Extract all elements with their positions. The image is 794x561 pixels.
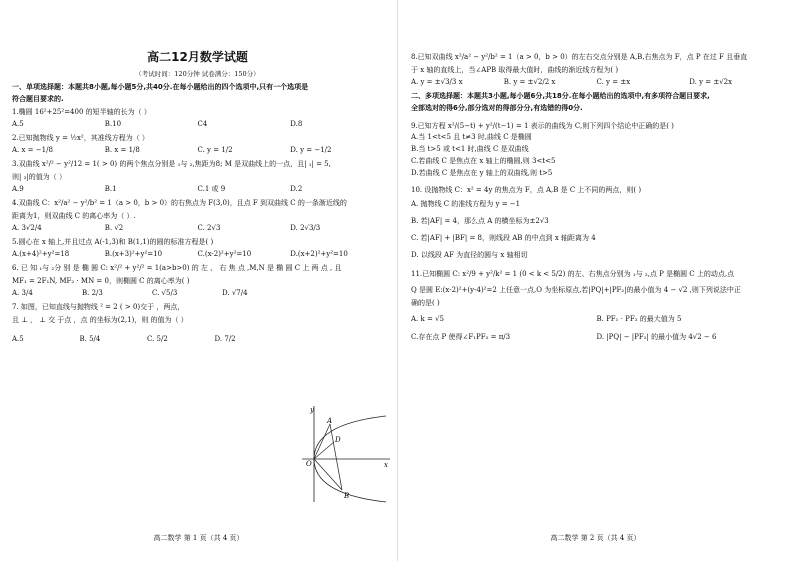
question-7-options xyxy=(12,334,282,344)
option-b: B.1 xyxy=(104,185,117,193)
section1-heading: 一、单项选择题：本题共8小题,每小题5分,共40分.在每小题给出的四个选项中,只有一个选项是 xyxy=(12,83,309,91)
right-page xyxy=(397,0,794,561)
option-c: C. y = ±x xyxy=(596,78,631,86)
question-7-cont: 且 ⊥ ， ⊥ 交 于点 ，点 的坐标为(2,1)，则 的值为（ ） xyxy=(12,316,188,324)
option-d: D.8 xyxy=(290,120,303,128)
option-a: A. k = √5 xyxy=(411,315,444,323)
question-3-cont: 则| ₂|的值为（ ） xyxy=(12,173,66,181)
question-8-options xyxy=(411,77,782,87)
question-2-options xyxy=(12,145,383,155)
segment-AB xyxy=(330,424,342,490)
question-9-option-c: C.若曲线 C 是焦点在 x 轴上的椭圆,则 3<t<5 xyxy=(411,157,556,165)
question-10-option-d: D. 以线段 AF 为直径的圆与 x 轴相切 xyxy=(411,251,528,259)
option-c: C. √5/3 xyxy=(152,289,178,297)
question-9-option-d: D.若曲线 C 是焦点在 y 轴上的双曲线,则 t>5 xyxy=(411,169,553,177)
question-11: 11.已知椭圆 C: x²/9 + y²/k² = 1 (0 < k < 5/2) 的左、右焦点分别为 ₁与 ₂,点 P 是椭圆 C 上的动点,点 xyxy=(411,270,735,278)
page-footer: 高二数学 第 1 页（共 4 页） xyxy=(153,534,244,542)
question-9-option-b: B.当 t>5 或 t<1 时,曲线 C 是双曲线 xyxy=(411,145,529,153)
question-11-cont: Q 是圆 E:(x-2)²+(y-4)²=2 上任意一点,O 为坐标原点,若|PQ|+|PF₂|的最小值为 4 − √2 ,则下列说法中正 xyxy=(411,286,741,294)
question-3: 3.双曲线 x²/² − y²/12 = 1( > 0) 的两个焦点分别是 ₁与 ₂,焦距为8; M 是双曲线上的一点，且| ₁| = 5, xyxy=(12,160,331,168)
exam-title: 高二12月数学试题 xyxy=(147,50,248,64)
option-b: B. y = ±√2/2 x xyxy=(503,78,556,86)
question-5-options xyxy=(12,249,383,259)
label-A: A xyxy=(327,417,333,425)
option-c: C4 xyxy=(197,120,208,128)
question-9: 9.已知方程 x²/(5−t) + y²/(t−1) = 1 表示的曲线为 C,则下列四个结论中正确的是( ) xyxy=(411,122,674,130)
label-D: D xyxy=(335,436,341,444)
option-c: C. y = 1/2 xyxy=(197,146,233,154)
option-b: B. 2/3 xyxy=(82,289,103,297)
segment-OA xyxy=(314,424,330,459)
section1-heading-cont: 符合题目要求的. xyxy=(12,95,64,103)
question-2: 2.已知抛物线 y = ½x²，其准线方程为（ ） xyxy=(12,134,149,142)
option-b: B.(x+3)²+y²=10 xyxy=(104,250,163,258)
option-a: A.5 xyxy=(12,120,24,128)
option-c: C. 2√3 xyxy=(197,224,221,232)
question-9-option-a: A.当 1<t<5 且 t≠3 时,曲线 C 是椭圆 xyxy=(411,133,532,141)
question-4-options xyxy=(12,223,383,233)
option-a: A.5 xyxy=(12,335,24,343)
option-d: D. 2√3/3 xyxy=(290,224,321,232)
option-b: B. √2 xyxy=(104,224,124,232)
option-d: D. |PQ| − |PF₂| 的最小值为 4√2 − 6 xyxy=(596,333,717,341)
option-b: B. 5/4 xyxy=(79,335,101,343)
question-10-option-c: C. 若|AF| + |BF| = 8，则线段 AB 的中点到 x 轴距离为 4 xyxy=(411,234,596,242)
question-7: 7. 如图，已知直线与抛物线 ² = 2 ( > 0)交于 ，两点， xyxy=(12,303,185,311)
option-b: B. PF₁ · PF₂ 的最大值为 5 xyxy=(596,315,682,323)
page-footer: 高二数学 第 2 页（共 4 页） xyxy=(550,534,641,542)
question-11-cont2: 确的是( ) xyxy=(411,299,440,307)
option-d: D.(x+2)²+y²=10 xyxy=(290,250,348,258)
option-a: A. y = ±√3/3 x xyxy=(411,78,463,86)
question-6-cont: MF₁ = 2F₁N, MF₂ · MN = 0，则椭圆 C 的离心率为( ) xyxy=(12,277,190,285)
option-d: D. y = ±√2x xyxy=(689,78,733,86)
option-b: B. x = 1/8 xyxy=(104,146,140,154)
option-c: C.(x-2)²+y²=10 xyxy=(197,250,252,258)
option-c: C.1 或 9 xyxy=(197,185,226,193)
question-11-options-cd xyxy=(411,332,782,342)
question-1-options xyxy=(12,119,383,129)
question-3-options xyxy=(12,184,383,194)
option-a: A.(x+4)²+y²=18 xyxy=(12,250,70,258)
question-4: 4.双曲线 C：x²/a² − y²/b² = 1（a > 0，b > 0）的右焦点为 F(3,0)，且点 F 到双曲线 C 的一条渐近线的 xyxy=(12,199,347,207)
question-6-options xyxy=(12,288,292,298)
label-x: x xyxy=(384,461,388,469)
question-4-cont: 距离为1，则双曲线 C 的离心率为（ ）. xyxy=(12,212,136,220)
question-10-option-a: A. 抛物线 C 的准线方程为 y = −1 xyxy=(411,200,521,208)
option-a: A. 3√2/4 xyxy=(12,224,42,232)
option-d: D. y = −1/2 xyxy=(290,146,332,154)
option-c: C.存在点 P 使得∠F₁PF₂ = π/3 xyxy=(411,333,511,341)
section2-heading: 二、多项选择题：本题共3小题,每小题6分,共18分.在每小题给出的选项中,有多项符合题目要求, xyxy=(411,92,710,100)
exam-subtitle: （考试时间：120分钟 试卷满分：150分） xyxy=(135,70,260,78)
section2-heading-cont: 全部选对的得6分,部分选对的得部分分,有选错的得0分. xyxy=(411,104,583,112)
option-a: A.9 xyxy=(12,185,24,193)
option-a: A. 3/4 xyxy=(12,289,33,297)
question-10-option-b: B. 若|AF| = 4，那么点 A 的横坐标为±2√3 xyxy=(411,217,549,225)
option-b: B.10 xyxy=(104,120,122,128)
question-6: 6. 已 知 ₁与 ₂分 别 是 椭 圆 C: x²/² + y²/² = 1(a>b>0) 的 左 、 右 焦 点 ,M,N 是 椭 圆 C 上 两 点 , 且 xyxy=(12,264,342,272)
option-d: D. √7/4 xyxy=(222,289,248,297)
option-a: A. x = −1/8 xyxy=(12,146,53,154)
option-d: D.2 xyxy=(290,185,303,193)
question-8: 8.已知双曲线 x²/a² − y²/b² = 1（a > 0，b > 0）的左右交点分别是 A,B,右焦点为 F，点 P 在过 F 且垂直 xyxy=(411,53,748,61)
label-O: O xyxy=(306,460,312,468)
question-1: 1.椭圆 16²+25²=400 的短半轴的长为（ ） xyxy=(12,108,151,116)
segment-OD xyxy=(314,442,334,459)
question-11-options-ab xyxy=(411,314,782,324)
label-B: B xyxy=(344,492,350,500)
option-c: C. 5/2 xyxy=(147,335,168,343)
parabola-figure xyxy=(300,404,392,504)
option-d: D. 7/2 xyxy=(214,335,236,343)
question-8-cont: 于 x 轴的直线上，当∠APB 取得最大值时，曲线的渐近线方程为( ) xyxy=(411,66,619,74)
label-y: y xyxy=(310,406,314,414)
question-10: 10. 设抛物线 C：x² = 4y 的焦点为 F，点 A,B 是 C 上不同的两点，则( ) xyxy=(411,186,642,194)
question-5: 5.圆心在 x 轴上,并且过点 A(-1,3)和 B(1,1)的圆的标准方程是( ) xyxy=(12,238,214,246)
